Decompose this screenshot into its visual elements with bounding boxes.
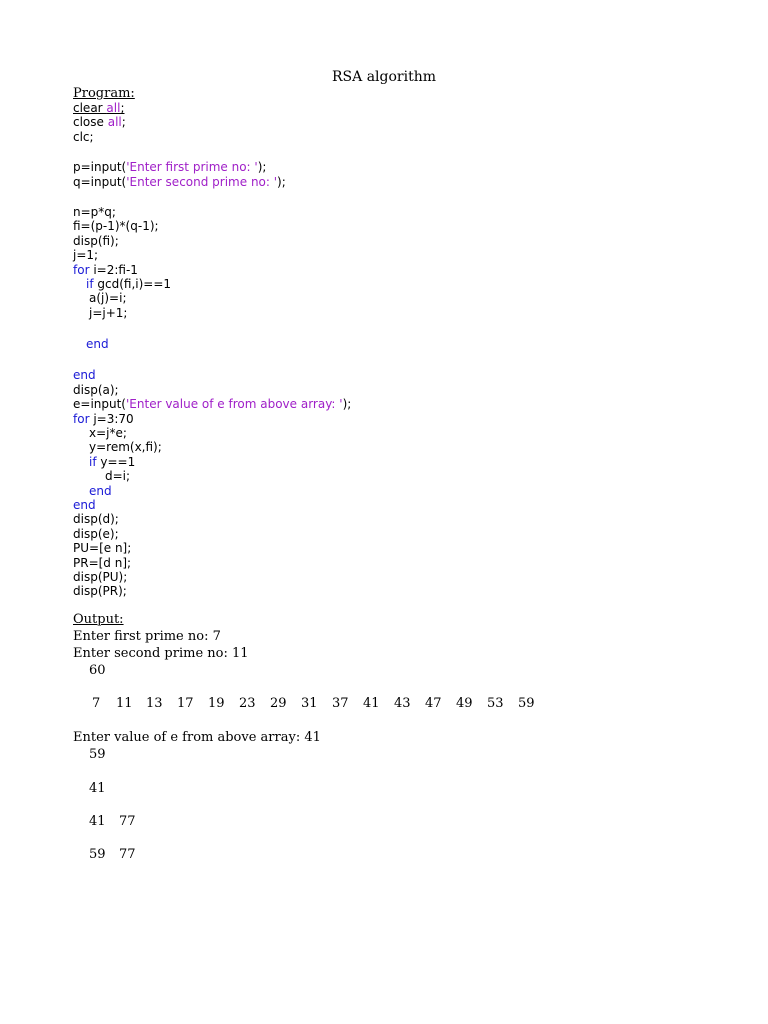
code-line: j=j+1;	[89, 305, 128, 320]
array-value: 37	[332, 696, 349, 711]
code-line: for j=3:70	[73, 411, 134, 426]
code-line: if gcd(fi,i)==1	[86, 276, 172, 291]
array-value: 53	[487, 696, 504, 711]
output-public-key-row	[0, 814, 768, 830]
array-value: 29	[270, 696, 287, 711]
array-value: 41	[363, 696, 380, 711]
array-value: 13	[146, 696, 163, 711]
code-line: d=i;	[105, 469, 131, 484]
code-line: disp(e);	[73, 526, 119, 541]
code-line: disp(d);	[73, 512, 119, 527]
output-private-key-row	[0, 847, 768, 863]
page-title: RSA algorithm	[332, 69, 436, 85]
blank-line	[73, 189, 713, 205]
code-line: e=input('Enter value of e from above array: ');	[73, 397, 352, 412]
array-value: 19	[208, 696, 225, 711]
blank-line	[73, 144, 713, 160]
output-array-row	[0, 696, 768, 712]
array-value: 23	[239, 696, 256, 711]
code-line: clc;	[73, 129, 94, 144]
code-line: for i=2:fi-1	[73, 262, 138, 277]
code-line: j=1;	[73, 248, 99, 263]
program-heading: Program:	[73, 86, 135, 101]
code-line: fi=(p-1)*(q-1);	[73, 219, 159, 234]
output-fi-value: 60	[89, 663, 106, 678]
output-prompt-second-prime: Enter second prime no: 11	[73, 646, 249, 661]
code-line: disp(a);	[73, 382, 119, 397]
code-line: a(j)=i;	[89, 291, 127, 306]
code-line: if y==1	[89, 454, 136, 469]
code-line: disp(PU);	[73, 569, 128, 584]
array-value: 49	[456, 696, 473, 711]
array-value: 47	[425, 696, 442, 711]
code-line: y=rem(x,fi);	[89, 440, 162, 455]
array-value: 43	[394, 696, 411, 711]
private-key-value: 77	[119, 847, 136, 862]
code-line: end	[86, 337, 109, 352]
output-prompt-e-value: Enter value of e from above array: 41	[73, 730, 321, 745]
array-value: 31	[301, 696, 318, 711]
blank-line	[73, 351, 713, 368]
output-prompt-first-prime: Enter first prime no: 7	[73, 629, 221, 644]
code-line: clear all;	[73, 101, 125, 115]
array-value: 7	[92, 696, 101, 711]
blank-line	[73, 320, 713, 337]
array-value: 59	[518, 696, 535, 711]
public-key-value: 77	[119, 814, 136, 829]
array-value: 11	[116, 696, 133, 711]
code-line: PR=[d n];	[73, 555, 132, 570]
code-line: n=p*q;	[73, 204, 116, 219]
code-line: end	[73, 497, 96, 512]
output-d-value: 59	[89, 747, 106, 762]
code-line: close all;	[73, 115, 126, 130]
code-line: disp(fi);	[73, 233, 119, 248]
code-listing	[73, 101, 713, 599]
code-line: q=input('Enter second prime no: ');	[73, 174, 286, 189]
private-key-value: 59	[89, 847, 106, 862]
code-line: x=j*e;	[89, 426, 127, 441]
output-e-value: 41	[89, 781, 106, 796]
output-heading: Output:	[73, 612, 124, 627]
code-line: end	[89, 483, 112, 498]
code-line: end	[73, 368, 96, 383]
code-line: p=input('Enter first prime no: ');	[73, 160, 267, 175]
public-key-value: 41	[89, 814, 106, 829]
array-value: 17	[177, 696, 194, 711]
code-line: PU=[e n];	[73, 541, 132, 556]
code-line: disp(PR);	[73, 584, 127, 599]
